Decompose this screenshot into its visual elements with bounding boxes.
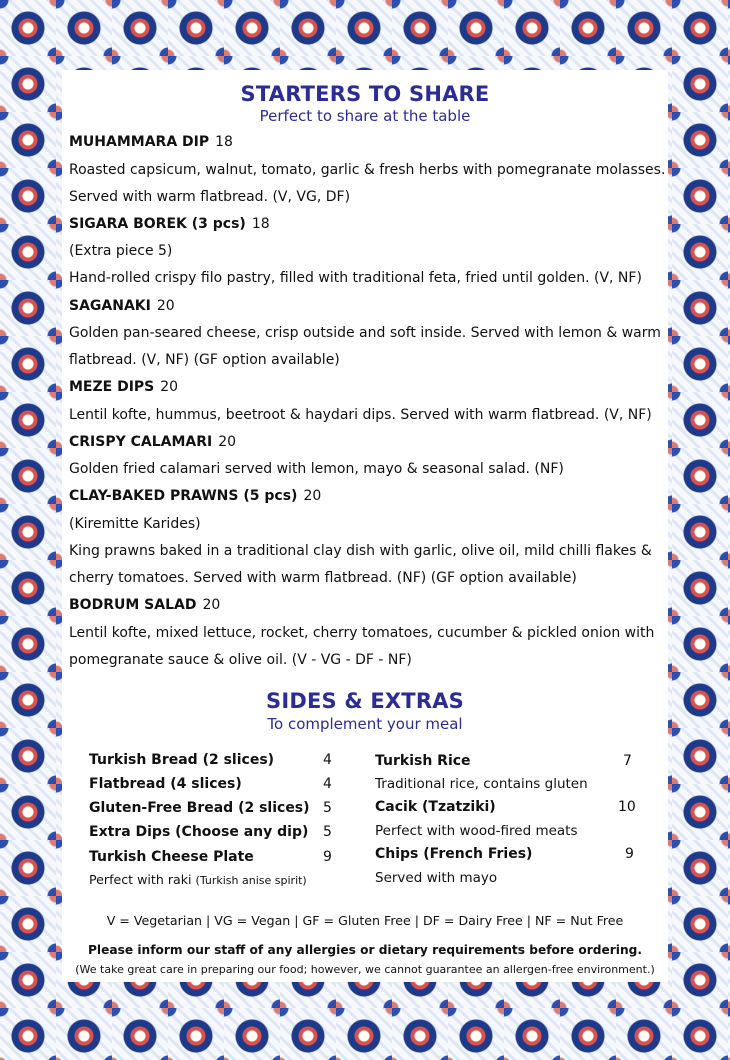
item-name: SIGARA BOREK (3 pcs) [69,216,246,232]
item-description: Served with warm flatbread. (V, VG, DF) [69,189,351,205]
item-name: BODRUM SALAD [69,597,197,613]
side-description: Perfect with wood-fired meats [375,823,578,839]
menu-card [62,70,668,982]
side-description [89,870,307,891]
side-price: 10 [618,799,636,815]
item-name: MUHAMMARA DIP [69,134,210,150]
item-crispy-calamari [69,432,236,452]
side-price: 9 [323,849,332,865]
side-name: Extra Dips (Choose any dip) [89,824,309,840]
item-description: cherry tomatoes. Served with warm flatbread. (NF) (GF option available) [69,570,577,586]
item-price: 20 [303,488,322,504]
item-note: (Extra piece 5) [69,243,173,259]
item-saganaki [69,296,175,316]
item-sigara-borek [69,214,270,234]
item-muhammara-dip [69,132,233,152]
cheese-plate-note-small: (Turkish anise spirit) [195,874,307,887]
item-bodrum-salad [69,595,220,615]
item-name: SAGANAKI [69,298,151,314]
side-price: 7 [623,753,632,769]
cheese-plate-note: Perfect with raki [89,872,192,887]
item-name: CLAY-BAKED PRAWNS (5 pcs) [69,488,298,504]
side-name: Turkish Cheese Plate [89,849,254,865]
side-description: Served with mayo [375,870,498,886]
item-price: 18 [215,134,233,150]
item-description: Golden fried calamari served with lemon, mayo & seasonal salad. (NF) [69,461,564,477]
item-description: Golden pan-seared cheese, crisp outside and soft inside. Served with lemon & warm [69,325,661,341]
item-price: 20 [218,434,237,450]
side-name: Turkish Rice [375,753,471,769]
side-description: Traditional rice, contains gluten [375,776,588,792]
side-name: Turkish Bread (2 slices) [89,752,275,768]
side-price: 5 [323,800,332,816]
item-price: 20 [156,298,175,314]
allergen-disclaimer: (We take great care in preparing our food; however, we cannot guarantee an allergen-free environment.) [75,963,655,976]
side-name: Flatbread (4 slices) [89,776,242,792]
side-name: Chips (French Fries) [375,846,533,862]
item-note: (Kiremitte Karides) [69,516,201,532]
starters-title: STARTERS TO SHARE [240,82,490,106]
item-price: 20 [160,379,179,395]
dietary-legend: V = Vegetarian | VG = Vegan | GF = Gluten Free | DF = Dairy Free | NF = Nut Free [106,913,624,928]
item-description: Hand-rolled crispy filo pastry, filled with traditional feta, fried until golden. (V, NF) [69,270,642,286]
item-description: Roasted capsicum, walnut, tomato, garlic & fresh herbs with pomegranate molasses. [69,162,666,178]
item-description: Lentil kofte, mixed lettuce, rocket, cherry tomatoes, cucumber & pickled onion with [69,625,655,641]
sides-subtitle: To complement your meal [267,715,463,733]
item-name: MEZE DIPS [69,379,155,395]
item-description: pomegranate sauce & olive oil. (V - VG - DF - NF) [69,652,412,668]
allergy-notice: Please inform our staff of any allergies or dietary requirements before ordering. [87,943,642,957]
item-description: Lentil kofte, hummus, beetroot & haydari dips. Served with warm flatbread. (V, NF) [69,407,652,423]
starters-subtitle: Perfect to share at the table [259,107,471,125]
side-price: 9 [625,846,634,862]
sides-title: SIDES & EXTRAS [266,689,464,713]
item-price: 18 [251,216,270,232]
item-name: CRISPY CALAMARI [69,434,213,450]
item-clay-baked-prawns [69,486,321,506]
item-meze-dips [69,377,178,397]
side-name: Gluten-Free Bread (2 slices) [89,800,310,816]
side-name: Cacik (Tzatziki) [375,799,496,815]
side-price: 5 [323,824,332,840]
item-price: 20 [202,597,221,613]
side-price: 4 [323,752,332,768]
side-price: 4 [323,776,332,792]
item-description: flatbread. (V, NF) (GF option available) [69,352,340,368]
item-description: King prawns baked in a traditional clay dish with garlic, olive oil, mild chilli flakes & [69,543,652,559]
